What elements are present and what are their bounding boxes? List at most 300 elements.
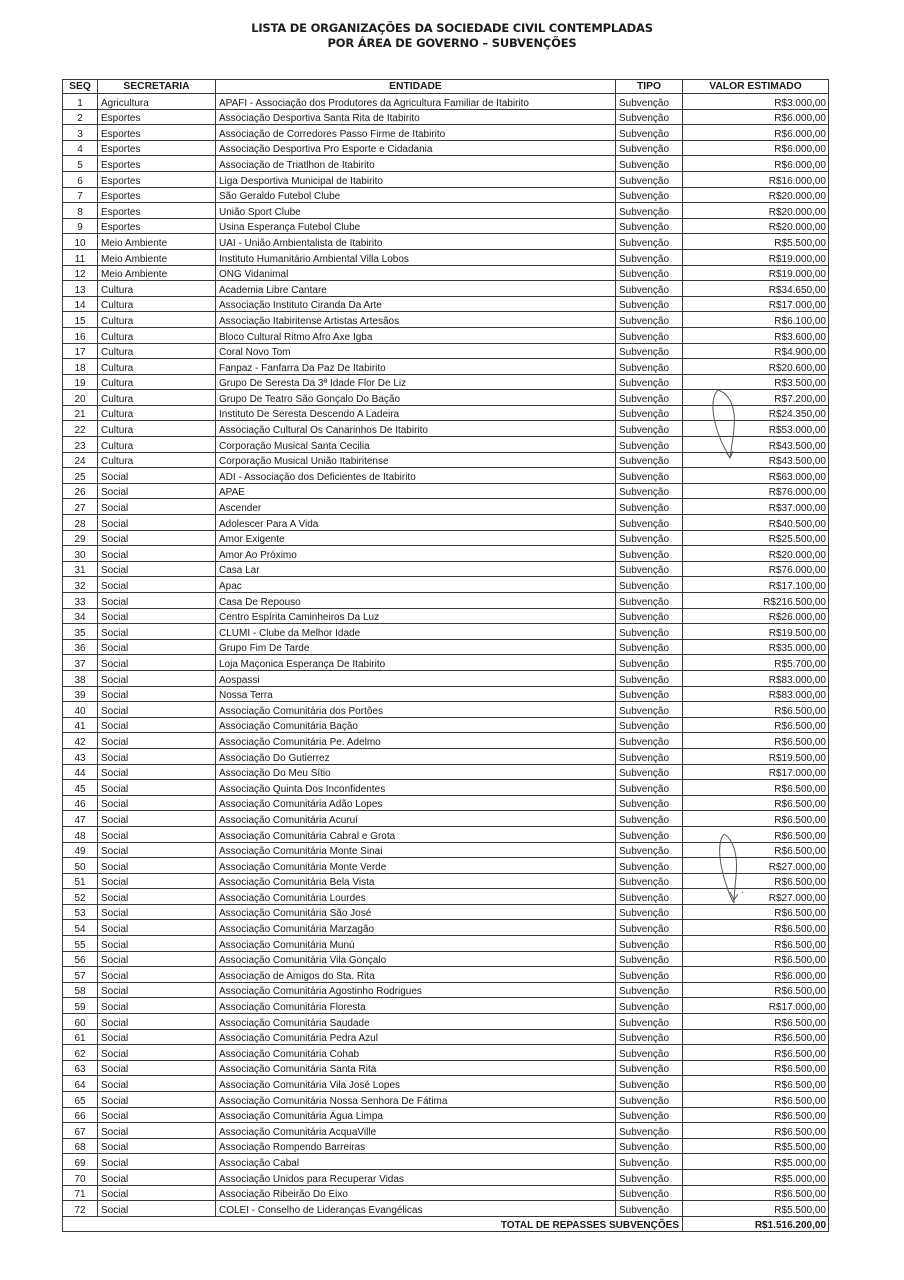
table-row bbox=[63, 795, 829, 811]
seq-cell: 46 bbox=[63, 795, 98, 811]
valor-cell: R$6.500,00 bbox=[683, 733, 829, 749]
secretaria-cell: Social bbox=[98, 842, 216, 858]
table-row bbox=[63, 421, 829, 437]
table-row bbox=[63, 327, 829, 343]
seq-cell: 67 bbox=[63, 1123, 98, 1139]
tipo-cell: Subvenção bbox=[616, 733, 683, 749]
secretaria-cell: Social bbox=[98, 702, 216, 718]
entidade-cell: Associação Comunitária Monte Verde bbox=[216, 858, 616, 874]
tipo-cell: Subvenção bbox=[616, 686, 683, 702]
tipo-cell: Subvenção bbox=[616, 1154, 683, 1170]
table-row bbox=[63, 717, 829, 733]
seq-cell: 39 bbox=[63, 686, 98, 702]
valor-cell: R$6.500,00 bbox=[683, 873, 829, 889]
secretaria-cell: Social bbox=[98, 515, 216, 531]
seq-cell: 51 bbox=[63, 873, 98, 889]
entidade-cell: Nossa Terra bbox=[216, 686, 616, 702]
valor-cell: R$6.500,00 bbox=[683, 1029, 829, 1045]
tipo-cell: Subvenção bbox=[616, 265, 683, 281]
tipo-cell: Subvenção bbox=[616, 1123, 683, 1139]
secretaria-cell: Social bbox=[98, 1045, 216, 1061]
tipo-cell: Subvenção bbox=[616, 94, 683, 110]
tipo-cell: Subvenção bbox=[616, 374, 683, 390]
entidade-cell: Associação de Corredores Passo Firme de Itabirito bbox=[216, 125, 616, 141]
valor-cell: R$6.000,00 bbox=[683, 967, 829, 983]
secretaria-cell: Social bbox=[98, 1014, 216, 1030]
secretaria-cell: Social bbox=[98, 1076, 216, 1092]
tipo-cell: Subvenção bbox=[616, 764, 683, 780]
entidade-cell: Aospassi bbox=[216, 670, 616, 686]
seq-cell: 25 bbox=[63, 468, 98, 484]
table-row bbox=[63, 234, 829, 250]
secretaria-cell: Meio Ambiente bbox=[98, 249, 216, 265]
valor-cell: R$6.500,00 bbox=[683, 1060, 829, 1076]
secretaria-cell: Social bbox=[98, 936, 216, 952]
secretaria-cell: Social bbox=[98, 717, 216, 733]
seq-cell: 36 bbox=[63, 639, 98, 655]
secretaria-cell: Social bbox=[98, 608, 216, 624]
total-value: R$1.516.200,00 bbox=[683, 1216, 829, 1232]
valor-cell: R$6.000,00 bbox=[683, 156, 829, 172]
seq-cell: 29 bbox=[63, 530, 98, 546]
seq-cell: 42 bbox=[63, 733, 98, 749]
tipo-cell: Subvenção bbox=[616, 530, 683, 546]
valor-cell: R$216.500,00 bbox=[683, 593, 829, 609]
entidade-cell: Associação Comunitária Agostinho Rodrigues bbox=[216, 982, 616, 998]
tipo-cell: Subvenção bbox=[616, 312, 683, 328]
secretaria-cell: Meio Ambiente bbox=[98, 234, 216, 250]
secretaria-cell: Social bbox=[98, 967, 216, 983]
valor-cell: R$6.500,00 bbox=[683, 1076, 829, 1092]
entidade-cell: Associação Comunitária Pedra Azul bbox=[216, 1029, 616, 1045]
seq-cell: 40 bbox=[63, 702, 98, 718]
seq-cell: 3 bbox=[63, 125, 98, 141]
tipo-cell: Subvenção bbox=[616, 156, 683, 172]
tipo-cell: Subvenção bbox=[616, 717, 683, 733]
secretaria-cell: Social bbox=[98, 686, 216, 702]
secretaria-cell: Cultura bbox=[98, 374, 216, 390]
secretaria-cell: Social bbox=[98, 795, 216, 811]
entidade-cell: Associação Cultural Os Canarinhos De Itabirito bbox=[216, 421, 616, 437]
table-row bbox=[63, 858, 829, 874]
entidade-cell: Associação de Triatlhon de Itabirito bbox=[216, 156, 616, 172]
seq-cell: 58 bbox=[63, 982, 98, 998]
secretaria-cell: Social bbox=[98, 655, 216, 671]
valor-cell: R$6.500,00 bbox=[683, 1123, 829, 1139]
tipo-cell: Subvenção bbox=[616, 1138, 683, 1154]
entidade-cell: Usina Esperança Futebol Clube bbox=[216, 218, 616, 234]
seq-cell: 68 bbox=[63, 1138, 98, 1154]
secretaria-cell: Agricultura bbox=[98, 94, 216, 110]
title-line-1: LISTA DE ORGANIZAÇÕES DA SOCIEDADE CIVIL CONTEMPLADAS bbox=[251, 21, 653, 35]
secretaria-cell: Social bbox=[98, 889, 216, 905]
table-row bbox=[63, 249, 829, 265]
entidade-cell: Coral Novo Tom bbox=[216, 343, 616, 359]
secretaria-cell: Social bbox=[98, 1169, 216, 1185]
secretaria-cell: Social bbox=[98, 624, 216, 640]
tipo-cell: Subvenção bbox=[616, 140, 683, 156]
seq-cell: 23 bbox=[63, 437, 98, 453]
seq-cell: 20 bbox=[63, 390, 98, 406]
seq-cell: 45 bbox=[63, 780, 98, 796]
entidade-cell: APAE bbox=[216, 483, 616, 499]
valor-cell: R$6.500,00 bbox=[683, 1014, 829, 1030]
table-row bbox=[63, 1045, 829, 1061]
tipo-cell: Subvenção bbox=[616, 546, 683, 562]
table-row bbox=[63, 998, 829, 1014]
tipo-cell: Subvenção bbox=[616, 873, 683, 889]
table-row bbox=[63, 109, 829, 125]
seq-cell: 5 bbox=[63, 156, 98, 172]
header-valor: VALOR ESTIMADO bbox=[683, 80, 829, 94]
seq-cell: 72 bbox=[63, 1201, 98, 1217]
valor-cell: R$53.000,00 bbox=[683, 421, 829, 437]
table-row bbox=[63, 312, 829, 328]
secretaria-cell: Social bbox=[98, 733, 216, 749]
valor-cell: R$43.500,00 bbox=[683, 452, 829, 468]
valor-cell: R$20.000,00 bbox=[683, 187, 829, 203]
seq-cell: 17 bbox=[63, 343, 98, 359]
valor-cell: R$20.000,00 bbox=[683, 203, 829, 219]
valor-cell: R$6.500,00 bbox=[683, 904, 829, 920]
entidade-cell: CLUMI - Clube da Melhor Idade bbox=[216, 624, 616, 640]
entidade-cell: São Geraldo Futebol Clube bbox=[216, 187, 616, 203]
valor-cell: R$6.500,00 bbox=[683, 780, 829, 796]
secretaria-cell: Social bbox=[98, 982, 216, 998]
seq-cell: 10 bbox=[63, 234, 98, 250]
secretaria-cell: Cultura bbox=[98, 359, 216, 375]
seq-cell: 31 bbox=[63, 561, 98, 577]
table-row bbox=[63, 187, 829, 203]
tipo-cell: Subvenção bbox=[616, 936, 683, 952]
valor-cell: R$19.500,00 bbox=[683, 624, 829, 640]
entidade-cell: Ascender bbox=[216, 499, 616, 515]
entidade-cell: Associação Do Gutierrez bbox=[216, 748, 616, 764]
secretaria-cell: Cultura bbox=[98, 405, 216, 421]
secretaria-cell: Social bbox=[98, 670, 216, 686]
tipo-cell: Subvenção bbox=[616, 826, 683, 842]
valor-cell: R$43.500,00 bbox=[683, 437, 829, 453]
secretaria-cell: Social bbox=[98, 920, 216, 936]
entidade-cell: ADI - Associação dos Deficientes de Itabirito bbox=[216, 468, 616, 484]
valor-cell: R$5.500,00 bbox=[683, 1201, 829, 1217]
entidade-cell: Associação Comunitária Acuruí bbox=[216, 811, 616, 827]
entidade-cell: Associação Comunitária Santa Rita bbox=[216, 1060, 616, 1076]
tipo-cell: Subvenção bbox=[616, 405, 683, 421]
seq-cell: 41 bbox=[63, 717, 98, 733]
table-row bbox=[63, 94, 829, 110]
secretaria-cell: Social bbox=[98, 780, 216, 796]
tipo-cell: Subvenção bbox=[616, 499, 683, 515]
tipo-cell: Subvenção bbox=[616, 889, 683, 905]
tipo-cell: Subvenção bbox=[616, 1060, 683, 1076]
table-row bbox=[63, 904, 829, 920]
header-secretaria: SECRETARIA bbox=[98, 80, 216, 94]
secretaria-cell: Social bbox=[98, 1185, 216, 1201]
valor-cell: R$3.600,00 bbox=[683, 327, 829, 343]
table-row bbox=[63, 733, 829, 749]
secretaria-cell: Social bbox=[98, 951, 216, 967]
seq-cell: 6 bbox=[63, 171, 98, 187]
valor-cell: R$24.350,00 bbox=[683, 405, 829, 421]
tipo-cell: Subvenção bbox=[616, 1045, 683, 1061]
entidade-cell: Academia Libre Cantare bbox=[216, 281, 616, 297]
entidade-cell: Associação Unidos para Recuperar Vidas bbox=[216, 1169, 616, 1185]
tipo-cell: Subvenção bbox=[616, 218, 683, 234]
secretaria-cell: Esportes bbox=[98, 156, 216, 172]
table-row bbox=[63, 593, 829, 609]
table-row bbox=[63, 1185, 829, 1201]
entidade-cell: Instituto De Seresta Descendo A Ladeira bbox=[216, 405, 616, 421]
seq-cell: 49 bbox=[63, 842, 98, 858]
tipo-cell: Subvenção bbox=[616, 1201, 683, 1217]
secretaria-cell: Social bbox=[98, 577, 216, 593]
entidade-cell: Associação Quinta Dos Inconfidentes bbox=[216, 780, 616, 796]
entidade-cell: Associação Comunitária Saudade bbox=[216, 1014, 616, 1030]
entidade-cell: Associação Comunitária AcquaVille bbox=[216, 1123, 616, 1139]
entidade-cell: União Sport Clube bbox=[216, 203, 616, 219]
table-body bbox=[63, 94, 829, 1217]
seq-cell: 19 bbox=[63, 374, 98, 390]
tipo-cell: Subvenção bbox=[616, 998, 683, 1014]
tipo-cell: Subvenção bbox=[616, 1076, 683, 1092]
secretaria-cell: Social bbox=[98, 873, 216, 889]
entidade-cell: COLEI - Conselho de Lideranças Evangélicas bbox=[216, 1201, 616, 1217]
tipo-cell: Subvenção bbox=[616, 234, 683, 250]
valor-cell: R$4.900,00 bbox=[683, 343, 829, 359]
entidade-cell: Associação Itabiritense Artistas Artesãos bbox=[216, 312, 616, 328]
tipo-cell: Subvenção bbox=[616, 655, 683, 671]
valor-cell: R$6.500,00 bbox=[683, 1185, 829, 1201]
tipo-cell: Subvenção bbox=[616, 203, 683, 219]
table-row bbox=[63, 468, 829, 484]
entidade-cell: UAI - União Ambientalista de Itabirito bbox=[216, 234, 616, 250]
seq-cell: 4 bbox=[63, 140, 98, 156]
seq-cell: 60 bbox=[63, 1014, 98, 1030]
seq-cell: 71 bbox=[63, 1185, 98, 1201]
entidade-cell: Adolescer Para A Vida bbox=[216, 515, 616, 531]
entidade-cell: Associação de Amigos do Sta. Rita bbox=[216, 967, 616, 983]
table-row bbox=[63, 1029, 829, 1045]
tipo-cell: Subvenção bbox=[616, 702, 683, 718]
secretaria-cell: Cultura bbox=[98, 343, 216, 359]
tipo-cell: Subvenção bbox=[616, 327, 683, 343]
entidade-cell: Associação Comunitária Bação bbox=[216, 717, 616, 733]
entidade-cell: Associação Comunitária Cabral e Grota bbox=[216, 826, 616, 842]
valor-cell: R$17.000,00 bbox=[683, 296, 829, 312]
tipo-cell: Subvenção bbox=[616, 1107, 683, 1123]
tipo-cell: Subvenção bbox=[616, 577, 683, 593]
valor-cell: R$6.500,00 bbox=[683, 982, 829, 998]
table-row bbox=[63, 437, 829, 453]
entidade-cell: Grupo Fim De Tarde bbox=[216, 639, 616, 655]
table-row bbox=[63, 405, 829, 421]
seq-cell: 64 bbox=[63, 1076, 98, 1092]
valor-cell: R$6.500,00 bbox=[683, 702, 829, 718]
table-row bbox=[63, 265, 829, 281]
valor-cell: R$19.500,00 bbox=[683, 748, 829, 764]
tipo-cell: Subvenção bbox=[616, 795, 683, 811]
valor-cell: R$6.500,00 bbox=[683, 811, 829, 827]
seq-cell: 63 bbox=[63, 1060, 98, 1076]
entidade-cell: Associação Desportiva Santa Rita de Itabirito bbox=[216, 109, 616, 125]
secretaria-cell: Cultura bbox=[98, 312, 216, 328]
entidade-cell: Associação Comunitária Nossa Senhora De Fátima bbox=[216, 1092, 616, 1108]
table-row bbox=[63, 608, 829, 624]
seq-cell: 28 bbox=[63, 515, 98, 531]
table-row bbox=[63, 951, 829, 967]
entidade-cell: Associação Comunitária Adão Lopes bbox=[216, 795, 616, 811]
secretaria-cell: Social bbox=[98, 1123, 216, 1139]
secretaria-cell: Cultura bbox=[98, 327, 216, 343]
tipo-cell: Subvenção bbox=[616, 483, 683, 499]
title-line-2: POR ÁREA DE GOVERNO – SUBVENÇÕES bbox=[327, 36, 577, 50]
table-row bbox=[63, 655, 829, 671]
secretaria-cell: Social bbox=[98, 826, 216, 842]
entidade-cell: Loja Maçonica Esperança De Itabirito bbox=[216, 655, 616, 671]
tipo-cell: Subvenção bbox=[616, 811, 683, 827]
table-row bbox=[63, 296, 829, 312]
secretaria-cell: Social bbox=[98, 858, 216, 874]
tipo-cell: Subvenção bbox=[616, 452, 683, 468]
seq-cell: 38 bbox=[63, 670, 98, 686]
tipo-cell: Subvenção bbox=[616, 281, 683, 297]
table-row bbox=[63, 1154, 829, 1170]
secretaria-cell: Social bbox=[98, 530, 216, 546]
secretaria-cell: Social bbox=[98, 1138, 216, 1154]
entidade-cell: Centro Espírita Caminheiros Da Luz bbox=[216, 608, 616, 624]
secretaria-cell: Esportes bbox=[98, 109, 216, 125]
table-row bbox=[63, 359, 829, 375]
secretaria-cell: Social bbox=[98, 1154, 216, 1170]
valor-cell: R$37.000,00 bbox=[683, 499, 829, 515]
table-row bbox=[63, 811, 829, 827]
seq-cell: 56 bbox=[63, 951, 98, 967]
valor-cell: R$6.500,00 bbox=[683, 826, 829, 842]
seq-cell: 34 bbox=[63, 608, 98, 624]
header-entidade: ENTIDADE bbox=[216, 80, 616, 94]
secretaria-cell: Social bbox=[98, 483, 216, 499]
table-row bbox=[63, 374, 829, 390]
tipo-cell: Subvenção bbox=[616, 1185, 683, 1201]
tipo-cell: Subvenção bbox=[616, 1029, 683, 1045]
tipo-cell: Subvenção bbox=[616, 187, 683, 203]
tipo-cell: Subvenção bbox=[616, 125, 683, 141]
table-row bbox=[63, 936, 829, 952]
valor-cell: R$17.100,00 bbox=[683, 577, 829, 593]
valor-cell: R$6.500,00 bbox=[683, 1107, 829, 1123]
secretaria-cell: Social bbox=[98, 1029, 216, 1045]
entidade-cell: Associação Comunitária Monte Sinai bbox=[216, 842, 616, 858]
entidade-cell: Associação Comunitária dos Portões bbox=[216, 702, 616, 718]
secretaria-cell: Esportes bbox=[98, 171, 216, 187]
valor-cell: R$83.000,00 bbox=[683, 686, 829, 702]
secretaria-cell: Social bbox=[98, 998, 216, 1014]
entidade-cell: Associação Comunitária Vila José Lopes bbox=[216, 1076, 616, 1092]
seq-cell: 70 bbox=[63, 1169, 98, 1185]
table-row bbox=[63, 842, 829, 858]
tipo-cell: Subvenção bbox=[616, 359, 683, 375]
seq-cell: 62 bbox=[63, 1045, 98, 1061]
seq-cell: 33 bbox=[63, 593, 98, 609]
valor-cell: R$27.000,00 bbox=[683, 858, 829, 874]
document-title bbox=[0, 21, 904, 51]
seq-cell: 44 bbox=[63, 764, 98, 780]
table-row bbox=[63, 670, 829, 686]
table-row bbox=[63, 203, 829, 219]
valor-cell: R$6.000,00 bbox=[683, 125, 829, 141]
table-header-row bbox=[63, 80, 829, 94]
secretaria-cell: Meio Ambiente bbox=[98, 265, 216, 281]
entidade-cell: Associação Comunitária Marzagão bbox=[216, 920, 616, 936]
table-row bbox=[63, 343, 829, 359]
valor-cell: R$17.000,00 bbox=[683, 764, 829, 780]
valor-cell: R$6.500,00 bbox=[683, 717, 829, 733]
subvencoes-table bbox=[62, 79, 829, 1232]
valor-cell: R$5.500,00 bbox=[683, 1138, 829, 1154]
seq-cell: 7 bbox=[63, 187, 98, 203]
entidade-cell: Associação Comunitária Floresta bbox=[216, 998, 616, 1014]
entidade-cell: Amor Exigente bbox=[216, 530, 616, 546]
table-row bbox=[63, 483, 829, 499]
table-row bbox=[63, 764, 829, 780]
valor-cell: R$35.000,00 bbox=[683, 639, 829, 655]
seq-cell: 55 bbox=[63, 936, 98, 952]
valor-cell: R$19.000,00 bbox=[683, 249, 829, 265]
tipo-cell: Subvenção bbox=[616, 171, 683, 187]
secretaria-cell: Social bbox=[98, 811, 216, 827]
secretaria-cell: Cultura bbox=[98, 452, 216, 468]
table-row bbox=[63, 156, 829, 172]
valor-cell: R$3.500,00 bbox=[683, 374, 829, 390]
entidade-cell: Associação Comunitária Cohab bbox=[216, 1045, 616, 1061]
valor-cell: R$16.000,00 bbox=[683, 171, 829, 187]
tipo-cell: Subvenção bbox=[616, 780, 683, 796]
valor-cell: R$19.000,00 bbox=[683, 265, 829, 281]
valor-cell: R$63.000,00 bbox=[683, 468, 829, 484]
entidade-cell: Corporação Musical União Itabiritense bbox=[216, 452, 616, 468]
entidade-cell: Casa Lar bbox=[216, 561, 616, 577]
table-row bbox=[63, 140, 829, 156]
seq-cell: 48 bbox=[63, 826, 98, 842]
tipo-cell: Subvenção bbox=[616, 920, 683, 936]
seq-cell: 18 bbox=[63, 359, 98, 375]
secretaria-cell: Social bbox=[98, 593, 216, 609]
tipo-cell: Subvenção bbox=[616, 561, 683, 577]
secretaria-cell: Social bbox=[98, 1060, 216, 1076]
secretaria-cell: Social bbox=[98, 764, 216, 780]
secretaria-cell: Esportes bbox=[98, 203, 216, 219]
entidade-cell: Associação Desportiva Pro Esporte e Cidadania bbox=[216, 140, 616, 156]
seq-cell: 69 bbox=[63, 1154, 98, 1170]
tipo-cell: Subvenção bbox=[616, 951, 683, 967]
table-row bbox=[63, 390, 829, 406]
seq-cell: 22 bbox=[63, 421, 98, 437]
table-row bbox=[63, 624, 829, 640]
tipo-cell: Subvenção bbox=[616, 967, 683, 983]
tipo-cell: Subvenção bbox=[616, 624, 683, 640]
seq-cell: 1 bbox=[63, 94, 98, 110]
secretaria-cell: Social bbox=[98, 499, 216, 515]
tipo-cell: Subvenção bbox=[616, 639, 683, 655]
entidade-cell: ONG Vidanimal bbox=[216, 265, 616, 281]
valor-cell: R$6.000,00 bbox=[683, 109, 829, 125]
seq-cell: 65 bbox=[63, 1092, 98, 1108]
valor-cell: R$5.700,00 bbox=[683, 655, 829, 671]
seq-cell: 43 bbox=[63, 748, 98, 764]
table-row bbox=[63, 1107, 829, 1123]
valor-cell: R$20.000,00 bbox=[683, 218, 829, 234]
